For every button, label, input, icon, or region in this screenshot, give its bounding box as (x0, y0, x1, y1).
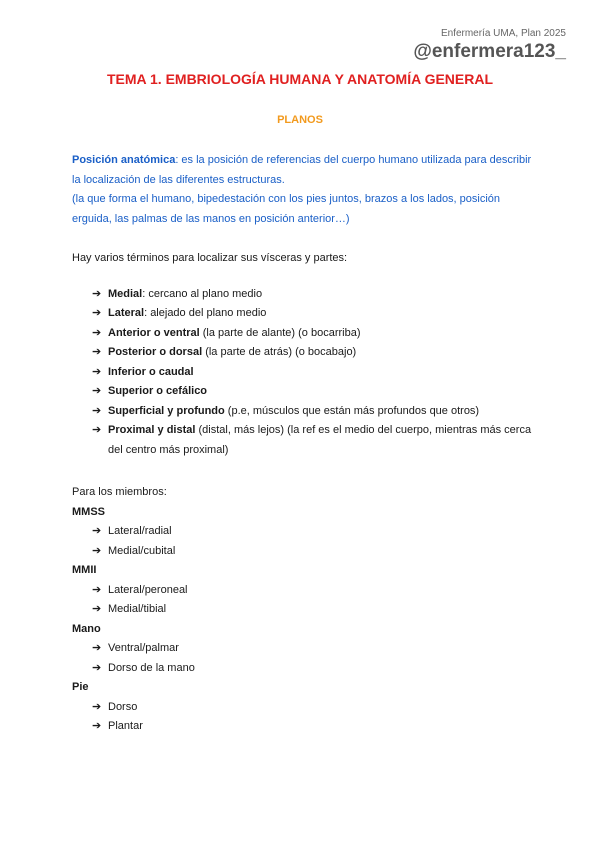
list-item (92, 382, 532, 402)
arrow-right-icon: ➔ (92, 583, 102, 596)
arrow-right-icon: ➔ (92, 385, 102, 397)
list-item (92, 343, 532, 363)
list-item-text: Lateral/radial (108, 525, 172, 537)
list-item (92, 522, 532, 542)
header-subtitle: Enfermería UMA, Plan 2025 (440, 28, 566, 39)
term-bold: Superior o cefálico (108, 385, 208, 397)
term-text: (la parte de atrás) (o bocabajo) (202, 346, 357, 358)
term-bold: Superficial y profundo (108, 404, 225, 417)
arrow-right-icon: ➔ (92, 424, 102, 436)
list-item (92, 304, 532, 324)
arrow-right-icon: ➔ (92, 287, 102, 300)
list-item-text: Medial/cubital (108, 544, 176, 557)
term-bold: Posterior o dorsal (108, 346, 203, 358)
list-item (92, 600, 532, 620)
terms-list (72, 285, 532, 461)
group-label-mmss: MMSS (72, 505, 105, 518)
list-item-text: Dorso de la mano (108, 661, 195, 674)
page-header (413, 28, 566, 63)
definition-term: Posición anatómica (72, 154, 176, 166)
list-item (92, 402, 532, 422)
arrow-right-icon: ➔ (92, 544, 102, 557)
header-handle: @enfermera123_ (413, 41, 566, 62)
term-bold: Anterior o ventral (108, 326, 200, 339)
list-item-text: Medial/tibial (108, 603, 167, 615)
arrow-right-icon: ➔ (92, 603, 102, 615)
arrow-right-icon: ➔ (92, 661, 102, 674)
arrow-right-icon: ➔ (92, 720, 102, 732)
term-bold: Lateral (108, 307, 145, 319)
group-label-pie: Pie (72, 681, 89, 693)
members-label: Para los miembros: (72, 486, 167, 498)
list-item-text: Dorso (108, 700, 138, 713)
intro-text: Hay varios términos para localizar sus vísceras y partes: (72, 252, 348, 264)
list-item (92, 363, 532, 383)
arrow-right-icon: ➔ (92, 642, 102, 654)
definition-paragraph (72, 151, 532, 190)
list-item (92, 717, 532, 737)
list-item (92, 698, 532, 718)
arrow-right-icon: ➔ (92, 404, 102, 417)
list-item (92, 639, 532, 659)
arrow-right-icon: ➔ (92, 326, 102, 339)
page-title: TEMA 1. EMBRIOLOGÍA HUMANA Y ANATOMÍA GENERAL (106, 71, 494, 87)
list-item (92, 324, 532, 344)
term-text: : alejado del plano medio (144, 307, 267, 319)
group-list-mmii (72, 581, 532, 620)
group-list-mmss (72, 522, 532, 561)
list-item-text: Lateral/peroneal (108, 583, 188, 596)
arrow-right-icon: ➔ (92, 525, 102, 537)
list-item (92, 285, 532, 305)
arrow-right-icon: ➔ (92, 307, 102, 319)
list-item (92, 659, 532, 679)
term-text: (p.e, músculos que están más profundos que otros) (224, 404, 480, 417)
section-title: PLANOS (277, 114, 323, 126)
list-item-text: Ventral/palmar (108, 642, 179, 654)
arrow-right-icon: ➔ (92, 346, 102, 358)
definition-text: : es la posición de referencias del cuerpo humano utilizada para describir la localización de las diferentes estructuras. (72, 154, 532, 186)
document-body (72, 151, 532, 737)
list-item (92, 581, 532, 601)
list-item (92, 421, 532, 460)
group-list-pie (72, 698, 532, 737)
term-text: : cercano al plano medio (142, 287, 263, 300)
definition-block (72, 151, 532, 229)
term-bold: Inferior o caudal (108, 365, 194, 378)
group-label-mano: Mano (72, 622, 101, 635)
term-bold: Medial (108, 287, 143, 300)
term-bold: Proximal y distal (108, 424, 196, 436)
group-list-mano (72, 639, 532, 678)
arrow-right-icon: ➔ (92, 365, 102, 378)
list-item (92, 542, 532, 562)
group-label-mmii: MMII (72, 564, 97, 576)
term-text: (la parte de alante) (o bocarriba) (199, 326, 361, 339)
arrow-right-icon: ➔ (92, 700, 102, 713)
definition-note: (la que forma el humano, bipedestación con los pies juntos, brazos a los lados, posición erguida, las palmas de las manos en posición anterior…) (72, 193, 501, 225)
list-item-text: Plantar (108, 720, 143, 732)
term-text: (distal, más lejos) (la ref es el medio del cuerpo, mientras más cerca del centro más proximal) (108, 424, 532, 456)
